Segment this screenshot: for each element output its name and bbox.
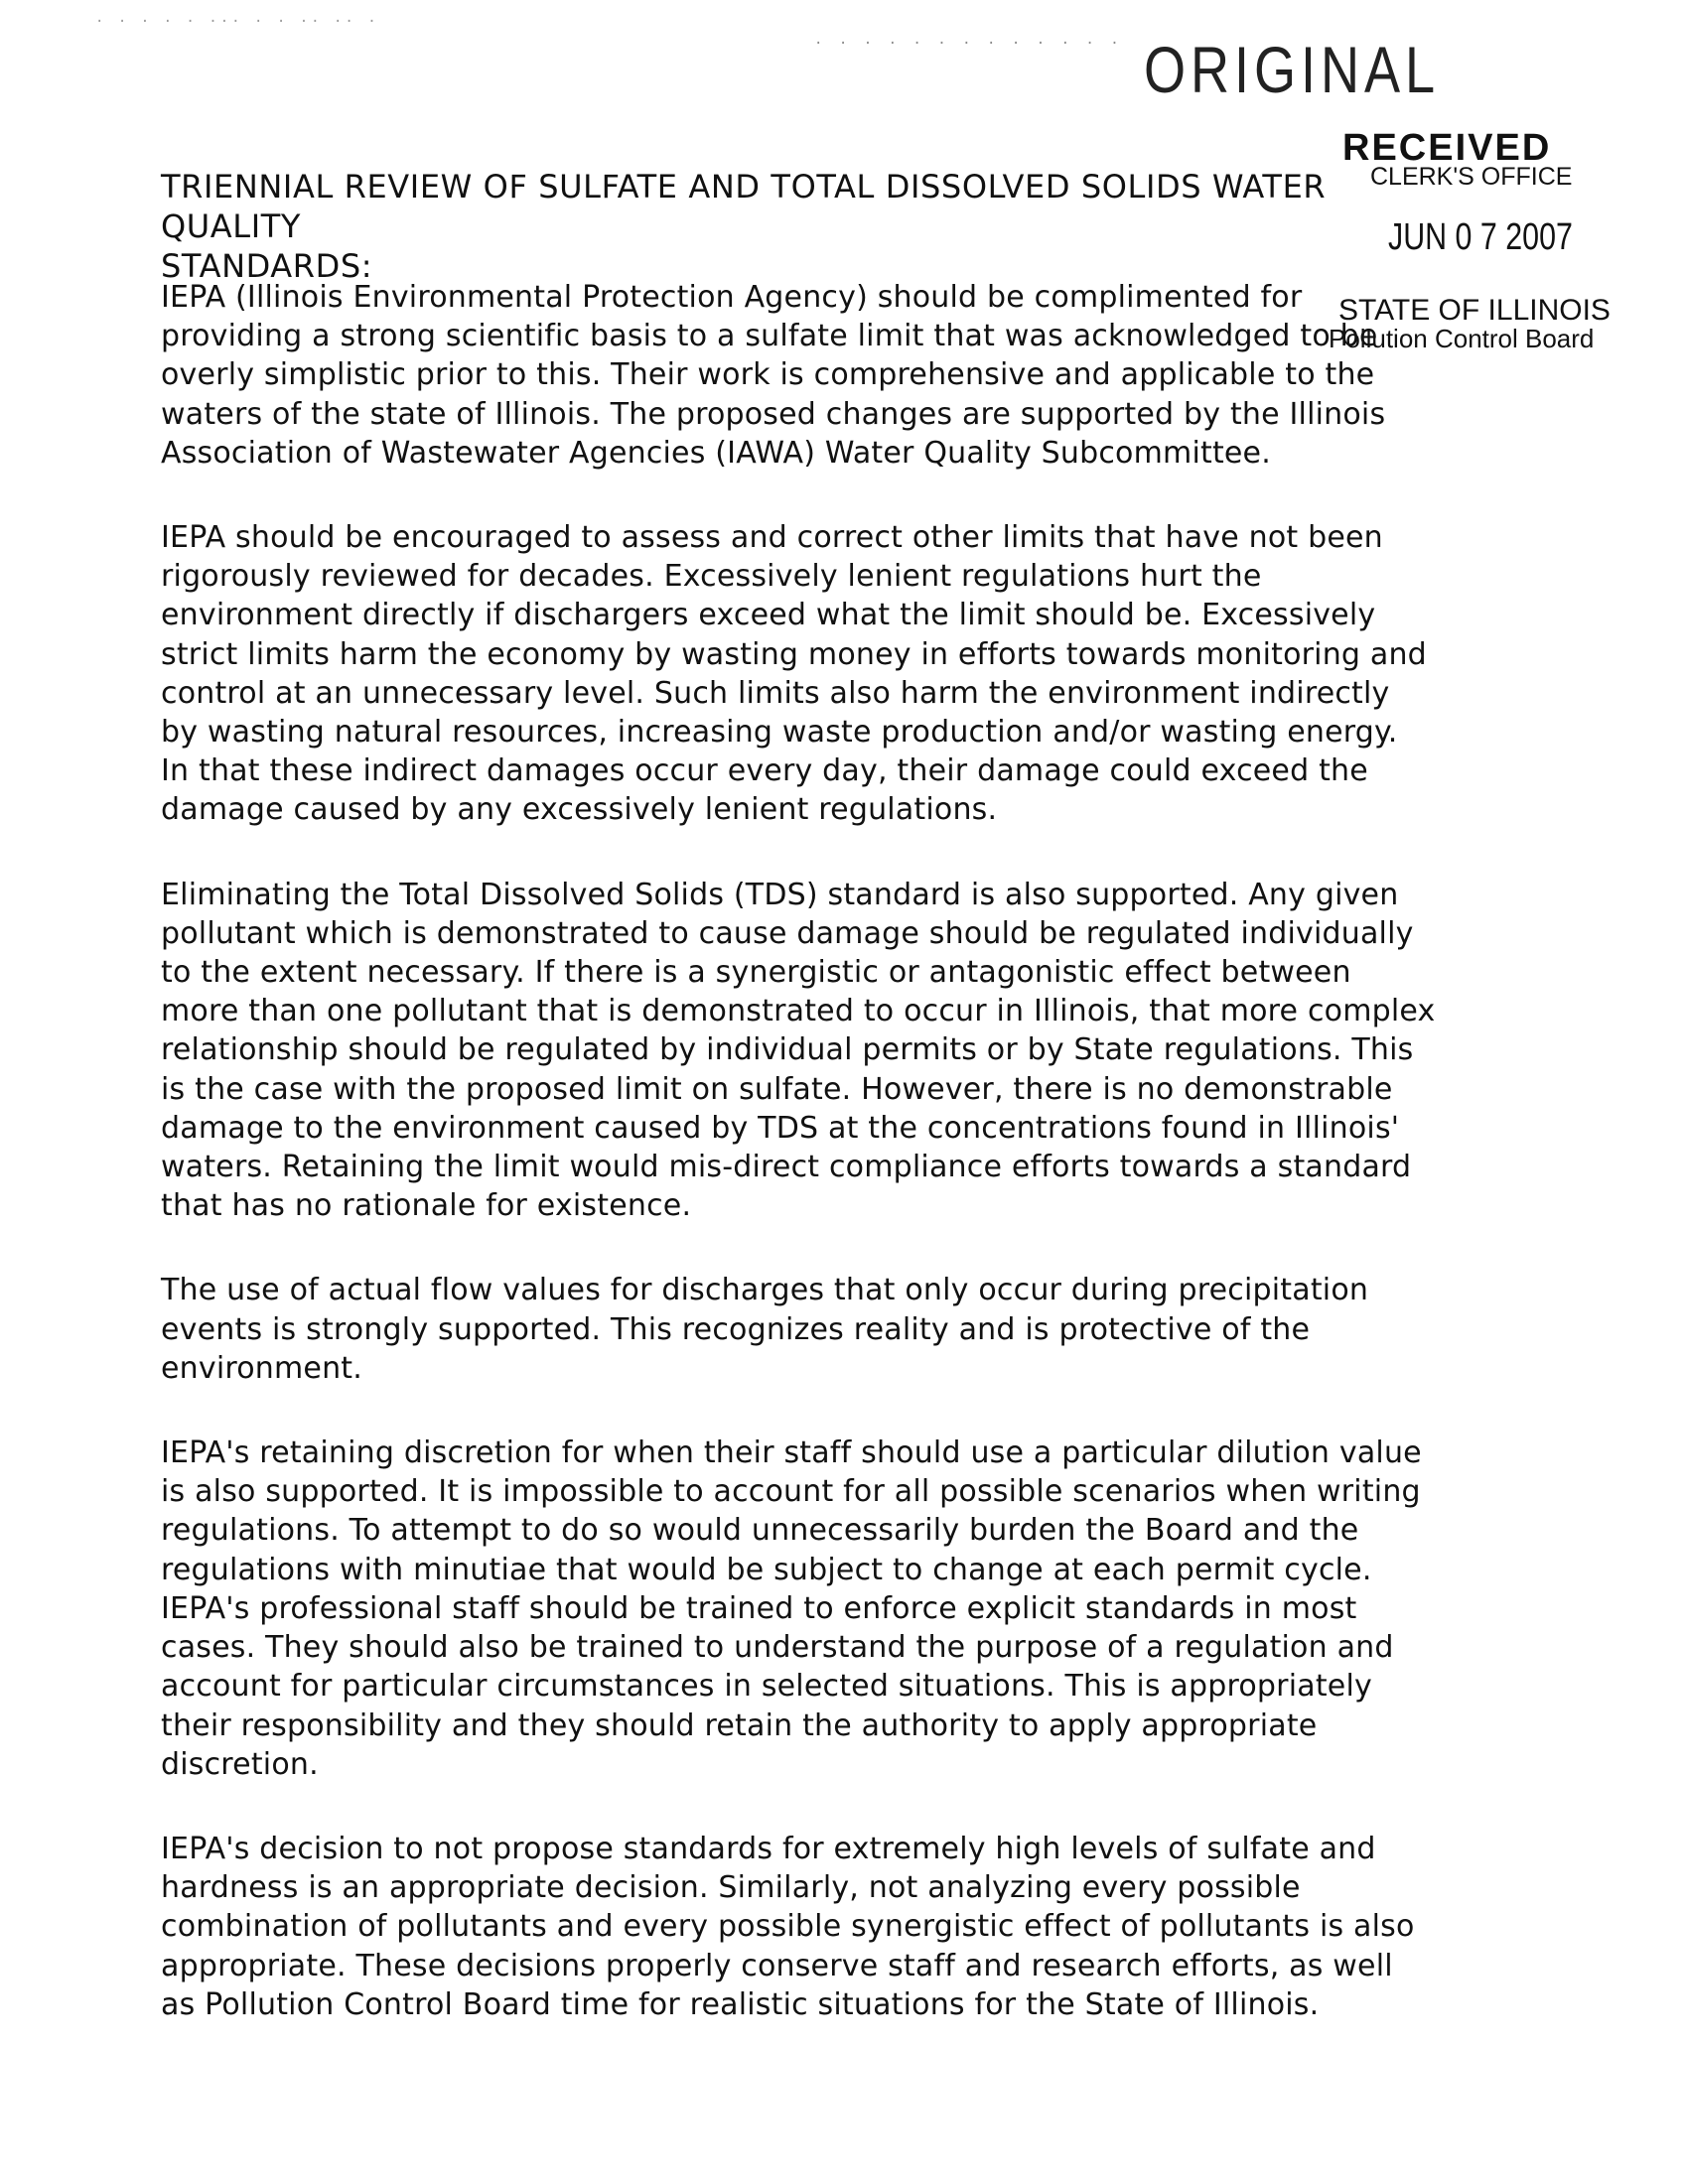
- text-line: control at an unnecessary level. Such limits also harm the environment indirectly: [161, 675, 1390, 711]
- text-line: regulations with minutiae that would be subject to change at each permit cycle.: [161, 1552, 1372, 1587]
- text-line: environment directly if dischargers exceed what the limit should be. Excessively: [161, 598, 1376, 633]
- text-line: Association of Wastewater Agencies (IAWA) Water Quality Subcommittee.: [161, 435, 1271, 471]
- clerks-office-stamp: CLERK'S OFFICE: [1370, 163, 1573, 191]
- text-line: In that these indirect damages occur every day, their damage could exceed the: [161, 753, 1368, 789]
- text-line: relationship should be regulated by individual permits or by State regulations. This: [161, 1032, 1414, 1068]
- text-line: Eliminating the Total Dissolved Solids (TDS) standard is also supported. Any given: [161, 877, 1399, 912]
- text-line: events is strongly supported. This recognizes reality and is protective of the: [161, 1311, 1311, 1347]
- paragraph-iepa-compliment: [161, 278, 1551, 473]
- text-line: account for particular circumstances in selected situations. This is appropriately: [161, 1669, 1372, 1705]
- paragraph-flow-values: [161, 1271, 1551, 1388]
- pollution-control-board-stamp: Pollution Control Board: [1329, 324, 1595, 353]
- text-line: regulations. To attempt to do so would unnecessarily burden the Board and the: [161, 1513, 1359, 1549]
- text-line: IEPA's professional staff should be trained to enforce explicit standards in most: [161, 1590, 1357, 1626]
- text-line: IEPA should be encouraged to assess and correct other limits that have not been: [161, 520, 1383, 556]
- text-line: that has no rationale for existence.: [161, 1188, 692, 1224]
- text-line: overly simplistic prior to this. Their work is comprehensive and applicable to the: [161, 357, 1375, 393]
- document-body: [161, 278, 1551, 2070]
- text-line: hardness is an appropriate decision. Similarly, not analyzing every possible: [161, 1870, 1301, 1906]
- text-line: The use of actual flow values for discharges that only occur during precipitation: [161, 1273, 1369, 1308]
- received-date-stamp: JUN 0 7 2007: [1388, 216, 1573, 258]
- text-line: rigorously reviewed for decades. Excessively lenient regulations hurt the: [161, 559, 1262, 595]
- text-line: is the case with the proposed limit on sulfate. However, there is no demonstrable: [161, 1071, 1393, 1107]
- text-line: as Pollution Control Board time for realistic situations for the State of Illinois.: [161, 1986, 1320, 2022]
- text-line: their responsibility and they should retain the authority to apply appropriate: [161, 1707, 1318, 1743]
- text-line: pollutant which is demonstrated to cause damage should be regulated individually: [161, 915, 1414, 951]
- scan-header-noise-right: · · · · · · · · · · · · ·: [814, 36, 1123, 52]
- text-line: IEPA (Illinois Environmental Protection Agency) should be complimented for: [161, 280, 1303, 315]
- text-line: damage caused by any excessively lenient regulations.: [161, 792, 998, 828]
- text-line: cases. They should also be trained to understand the purpose of a regulation and: [161, 1630, 1394, 1666]
- text-line: more than one pollutant that is demonstrated to occur in Illinois, that more complex: [161, 994, 1436, 1029]
- text-line: providing a strong scientific basis to a sulfate limit that was acknowledged to be: [161, 319, 1378, 354]
- text-line: is also supported. It is impossible to account for all possible scenarios when writing: [161, 1474, 1421, 1510]
- paragraph-sulfate-hardness: [161, 1830, 1551, 2024]
- state-of-illinois-stamp: STATE OF ILLINOIS: [1338, 294, 1611, 327]
- text-line: strict limits harm the economy by wasting money in efforts towards monitoring and: [161, 636, 1427, 672]
- paragraph-dilution-discretion: [161, 1433, 1551, 1784]
- paragraph-tds-standard: [161, 876, 1551, 1226]
- text-line: IEPA's retaining discretion for when their staff should use a particular dilution value: [161, 1435, 1422, 1471]
- text-line: discretion.: [161, 1746, 319, 1782]
- received-stamp: RECEIVED: [1342, 127, 1552, 169]
- text-line: combination of pollutants and every possible synergistic effect of pollutants is also: [161, 1909, 1415, 1945]
- text-line: waters of the state of Illinois. The proposed changes are supported by the Illinois: [161, 396, 1386, 432]
- text-line: by wasting natural resources, increasing waste production and/or wasting energy.: [161, 715, 1398, 751]
- paragraph-assess-limits: [161, 518, 1551, 830]
- title-line: STANDARDS:: [161, 247, 373, 285]
- text-line: appropriate. These decisions properly conserve staff and research efforts, as well: [161, 1948, 1393, 1983]
- text-line: waters. Retaining the limit would mis-direct compliance efforts towards a standard: [161, 1150, 1412, 1185]
- text-line: environment.: [161, 1350, 362, 1386]
- text-line: damage to the environment caused by TDS at the concentrations found in Illinois': [161, 1110, 1400, 1146]
- original-stamp: ORIGINAL: [1144, 33, 1440, 106]
- title-line: TRIENNIAL REVIEW OF SULFATE AND TOTAL DISSOLVED SOLIDS WATER QUALITY: [161, 168, 1327, 245]
- text-line: IEPA's decision to not propose standards for extremely high levels of sulfate and: [161, 1831, 1376, 1866]
- document-title: [161, 167, 1333, 286]
- text-line: to the extent necessary. If there is a synergistic or antagonistic effect between: [161, 955, 1351, 991]
- scan-header-noise: · · · · · ··· · · ·· ·· ·: [95, 14, 379, 30]
